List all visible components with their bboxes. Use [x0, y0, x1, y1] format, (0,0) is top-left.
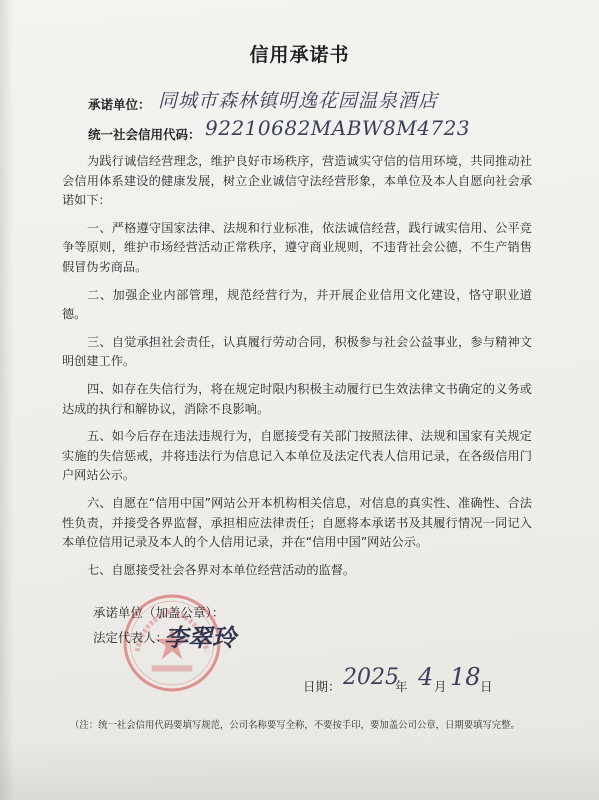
- seal-label: 承诺单位（加盖公章）：: [93, 605, 225, 620]
- clause-2: 二、加强企业内部管理，规范经营行为，并开展企业信用文化建设，恪守职业道德。: [62, 287, 532, 322]
- clause-4: 四、如存在失信行为，将在规定时限内积极主动履行已生效法律文书确定的义务或达成的执行和解协议，消除不良影响。: [62, 381, 532, 416]
- clause-7: 七、自愿接受社会各界对本单位经营活动的监督。: [87, 562, 356, 577]
- commitment-body: [62, 152, 532, 588]
- date-day: 18: [450, 663, 481, 691]
- clause-5: 五、如今后存在违法违规行为，自愿接受有关部门按照法律、法规和国家有关规定实施的失信惩戒，并将违法行为信息记入本单位及法定代表人信用记录，在各级信用门户网站公示。: [62, 429, 532, 483]
- intro-paragraph: 为践行诚信经营理念，维护良好市场秩序，营造诚实守信的信用环境，共同推动社会信用体系建设的健康发展，树立企业诚信守法经营形象，本单位及本人自愿向社会承诺如下：: [62, 154, 532, 208]
- legal-rep-signature: 李翠玲: [164, 623, 236, 652]
- month-char: 月: [434, 679, 447, 694]
- promisor-label: 承诺单位：: [88, 97, 151, 112]
- date-year: 2025: [343, 665, 399, 690]
- clause-1: 一、严格遵守国家法律、法规和行业标准，依法诚信经营，践行诚实信用、公平竞争等原则，维护市场经营活动正常秩序，遵守商业规则，不违背社会公德，不生产销售假冒伪劣商品。: [62, 220, 532, 274]
- clause-6: 六、自愿在“信用中国”网站公开本机构相关信息，对信息的真实性、准确性、合法性负责，并接受各界监督，承担相应法律责任；自愿将本承诺书及其履行情况一同记入本单位信用记录及本人的个人信用记录，并在“信用中国”网站公示。: [62, 495, 532, 550]
- credit-code-handwritten-value: 92210682MABW8M4723: [205, 116, 471, 140]
- clause-3: 三、自觉承担社会责任，认真履行劳动合同，积极参与社会公益事业，参与精神文明创建工作。: [62, 334, 532, 369]
- date-month: 4: [418, 663, 434, 691]
- promisor-handwritten-value: 同城市森林镇明逸花园温泉酒店: [158, 90, 439, 112]
- page-shadow-bottom: [0, 740, 599, 800]
- date-label: 日期：: [303, 679, 341, 694]
- footnote: （注：统一社会信用代码要填写规范，公司名称要写全称，不要按手印，要加盖公司公章，日期要填写完整。: [70, 720, 521, 731]
- year-char: 年: [395, 679, 408, 694]
- day-char: 日: [480, 679, 493, 694]
- credit-code-label: 统一社会信用代码：: [88, 127, 201, 142]
- page-shadow: [0, 0, 14, 800]
- legal-rep-label: 法定代表人：: [93, 630, 169, 645]
- document-title: 信用承诺书: [249, 44, 350, 66]
